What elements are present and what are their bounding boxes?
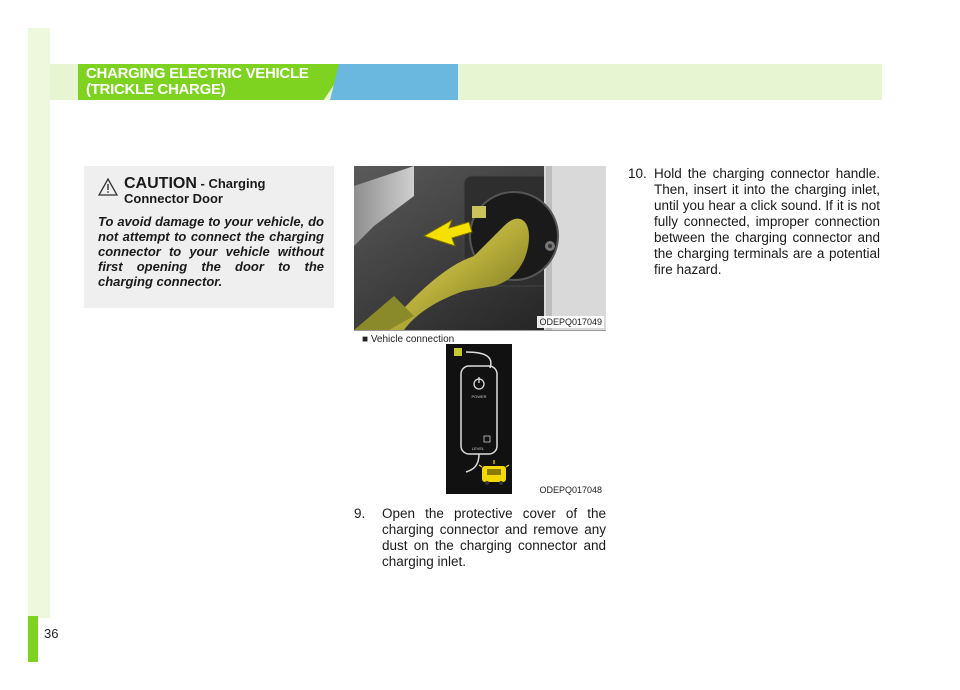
caution-body: To avoid damage to your vehicle, do not attempt to connect the charging connector to your vehicle without first opening the door to the charging connector. — [98, 214, 324, 289]
connector-illustration — [354, 166, 606, 330]
step-number: 10. — [628, 166, 647, 181]
page-tab-marker — [28, 616, 38, 662]
page-number: 36 — [44, 626, 59, 641]
caution-subtitle-line2: Connector Door — [124, 191, 223, 206]
vehicle-connection-label: ■ Vehicle connection — [362, 334, 455, 345]
photo1-code: ODEPQ017049 — [539, 317, 602, 327]
step-text: Open the protective cover of the charging connector and remove any dust on the charging connector and charging inlet. — [382, 506, 606, 569]
caution-subtitle-line1: - Charging — [196, 176, 266, 191]
step-text: Hold the charging connector handle. Then, insert it into the charging inlet, until you hear a click sound. If it is not fully connected, improper connection between the charging connector and the charging terminals are a potential fire hazard. — [654, 166, 880, 277]
power-label: POWER — [471, 394, 487, 399]
step-number: 9. — [354, 506, 366, 521]
step-9 — [354, 506, 606, 570]
caution-header — [98, 176, 324, 206]
section-header-blue-box — [330, 64, 458, 100]
vehicle-connection-photo — [354, 332, 606, 498]
photo2-code: ODEPQ017048 — [539, 485, 602, 495]
caution-title — [124, 176, 266, 206]
caution-box — [84, 166, 334, 308]
left-margin-strip — [28, 28, 50, 618]
section-title: CHARGING ELECTRIC VEHICLE (TRICKLE CHARGE) — [86, 65, 309, 98]
warning-triangle-icon — [98, 178, 118, 196]
figure-divider — [354, 330, 606, 331]
caution-word: CAUTION — [124, 175, 197, 192]
control-box-illustration — [354, 332, 606, 498]
step-10 — [628, 166, 880, 278]
charging-connector-photo — [354, 166, 606, 330]
level-label: LEVEL — [471, 446, 485, 451]
